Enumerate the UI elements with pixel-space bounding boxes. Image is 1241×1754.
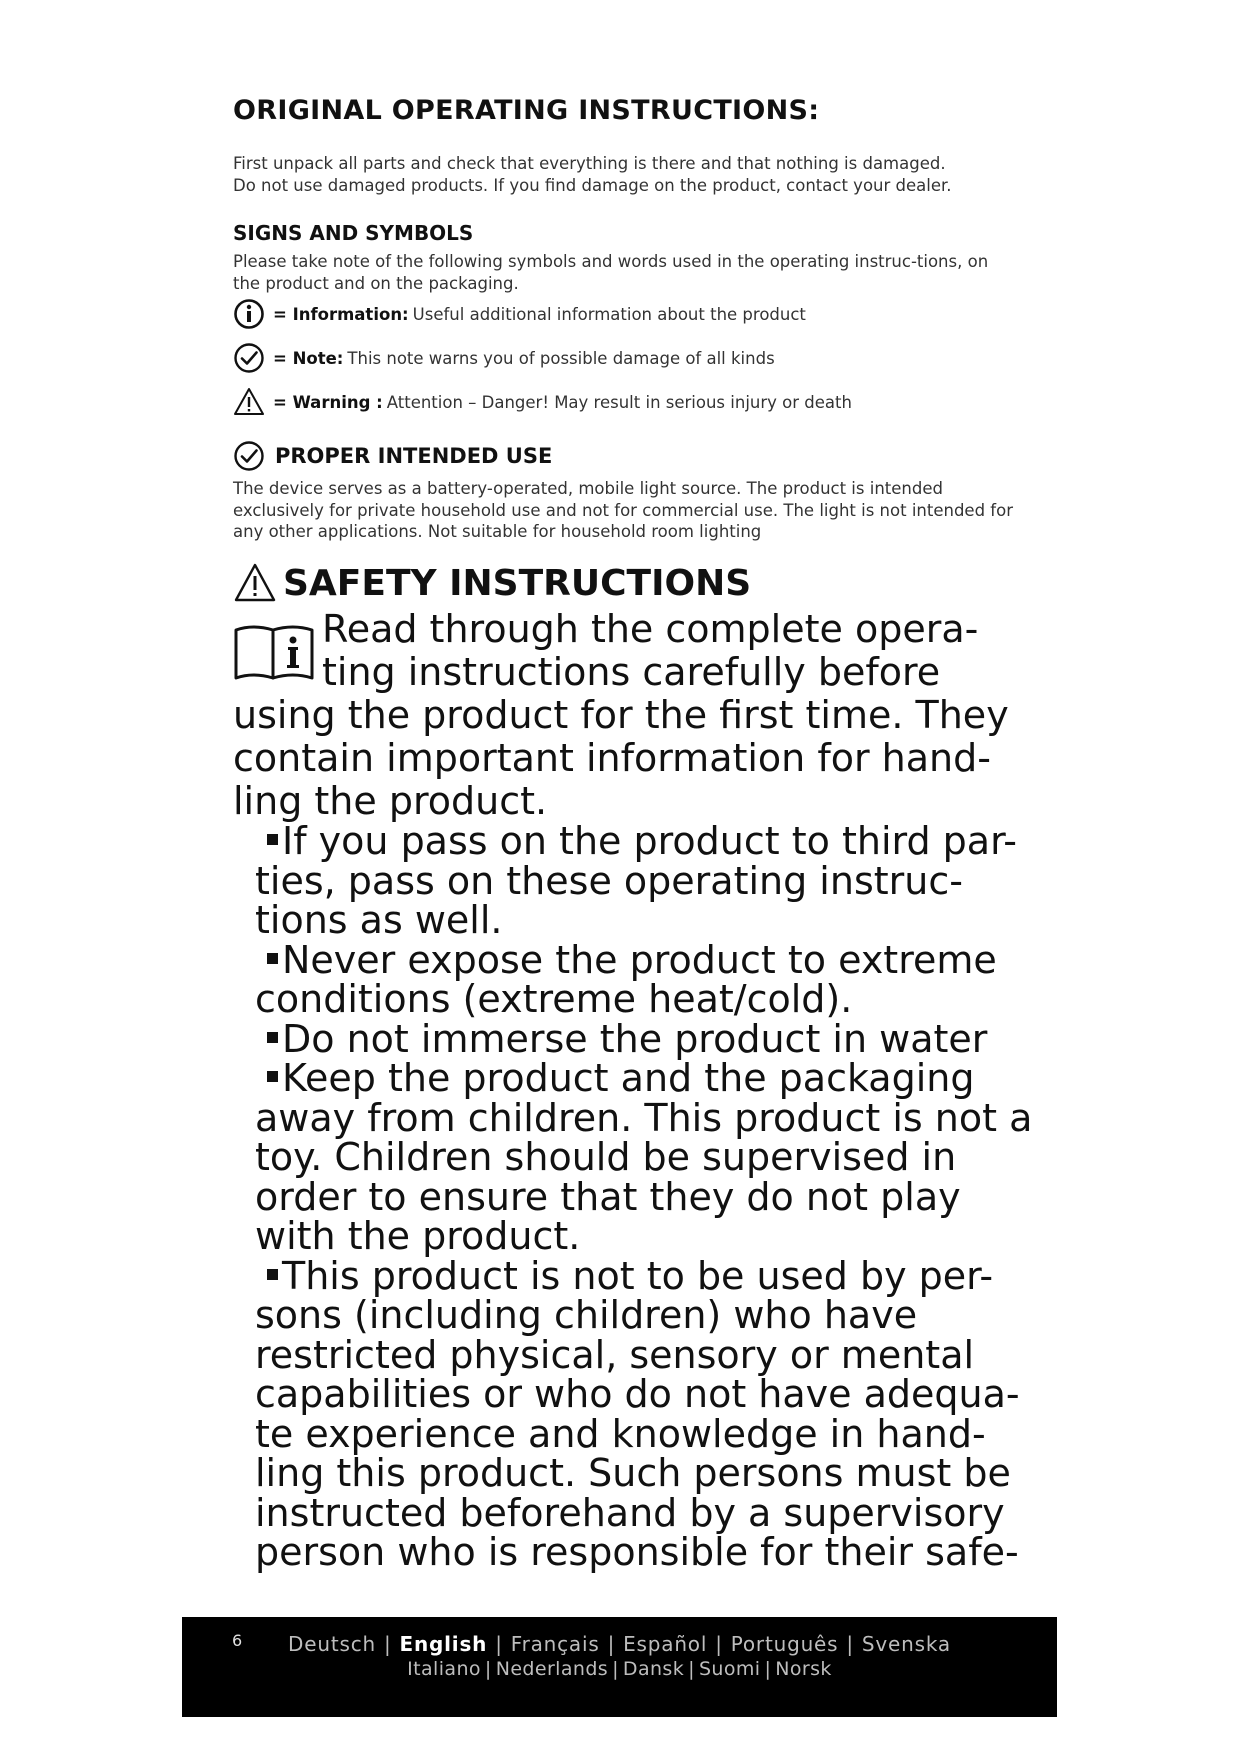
bullet-text: This product is not to be used by per-sons (including children) who have restricted physical, sensory or mental capabilities or who do not have adequa-te experience and knowledge in hand-ling this product. Such persons must be instructed beforehand by a supervisory person who is responsible for their safe- bbox=[255, 1253, 1020, 1574]
language-link-suomi[interactable]: Suomi bbox=[698, 1658, 761, 1680]
language-link-nederlands[interactable]: Nederlands bbox=[495, 1658, 609, 1680]
information-icon bbox=[233, 298, 265, 330]
bullet-square-icon bbox=[267, 1269, 278, 1280]
language-link-deutsch[interactable]: Deutsch bbox=[288, 1632, 376, 1656]
safety-heading-text: SAFETY INSTRUCTIONS bbox=[283, 562, 752, 604]
bullet-text: Keep the product and the packaging away from children. This product is not a toy. Children should be supervised in order to ensure that they do not play with the product. bbox=[255, 1056, 1033, 1258]
bullet-text: Never expose the product to extreme conditions (extreme heat/cold). bbox=[255, 937, 997, 1021]
bullet-square-icon bbox=[267, 834, 278, 845]
symbol-note bbox=[233, 342, 775, 374]
list-item bbox=[255, 1253, 1035, 1574]
language-line-1 bbox=[182, 1632, 1057, 1656]
safety-bullet-list bbox=[255, 819, 1035, 1574]
separator: | bbox=[607, 1632, 616, 1656]
proper-use-heading bbox=[233, 440, 552, 472]
symbol-term: = Warning : bbox=[273, 392, 383, 412]
symbol-warning bbox=[233, 386, 852, 418]
language-link-francais[interactable]: Français bbox=[510, 1632, 600, 1656]
read-instructions-text: Read through the complete opera-ting instructions carefully before bbox=[322, 607, 979, 694]
symbol-desc: Useful additional information about the product bbox=[412, 304, 806, 324]
symbol-term: = Information: bbox=[273, 304, 409, 324]
symbol-term: = Note: bbox=[273, 348, 344, 368]
note-check-icon bbox=[233, 342, 265, 374]
symbol-desc: This note warns you of possible damage of all kinds bbox=[347, 348, 775, 368]
signs-text: Please take note of the following symbols and words used in the operating instruc-tions, on the product and on the packaging. bbox=[233, 252, 989, 293]
language-link-norsk[interactable]: Norsk bbox=[775, 1658, 832, 1680]
bullet-text: If you pass on the product to third par-ties, pass on these operating instruc-tions as well. bbox=[255, 819, 1017, 942]
language-link-english[interactable]: English bbox=[399, 1632, 488, 1656]
separator: | bbox=[715, 1632, 723, 1656]
list-item bbox=[255, 1056, 1035, 1258]
intro-line: First unpack all parts and check that everything is there and that nothing is damaged. bbox=[233, 154, 946, 173]
separator: | bbox=[484, 1658, 492, 1680]
symbol-desc: Attention – Danger! May result in serious injury or death bbox=[386, 392, 852, 412]
bullet-square-icon bbox=[267, 1071, 278, 1082]
warning-triangle-icon bbox=[233, 386, 265, 418]
list-item bbox=[255, 819, 1035, 942]
page-number: 6 bbox=[232, 1631, 243, 1650]
language-link-dansk[interactable]: Dansk bbox=[622, 1658, 685, 1680]
separator: | bbox=[495, 1632, 503, 1656]
list-item bbox=[255, 1016, 1035, 1061]
separator: | bbox=[688, 1658, 695, 1680]
proper-use-text: The device serves as a battery-operated, mobile light source. The product is intended exclusively for private household use and not for commercial use. The light is not intended for any other applications. Not suitable for household room lighting bbox=[233, 479, 1013, 541]
read-instructions-continued: using the product for the first time. They contain important information for hand-ling the product. bbox=[233, 693, 1009, 823]
proper-use-heading-text: PROPER INTENDED USE bbox=[275, 444, 553, 468]
bullet-square-icon bbox=[267, 953, 278, 964]
language-link-espanol[interactable]: Español bbox=[623, 1632, 708, 1656]
page-title: ORIGINAL OPERATING INSTRUCTIONS: bbox=[233, 95, 820, 126]
separator: | bbox=[383, 1632, 392, 1656]
language-footer bbox=[182, 1617, 1057, 1717]
language-line-2 bbox=[182, 1658, 1057, 1680]
note-check-icon bbox=[233, 440, 265, 472]
warning-triangle-icon bbox=[233, 562, 277, 604]
safety-heading bbox=[233, 562, 751, 604]
intro-line: Do not use damaged products. If you find damage on the product, contact your dealer. bbox=[233, 176, 952, 195]
language-link-svenska[interactable]: Svenska bbox=[861, 1632, 951, 1656]
bullet-text: Do not immerse the product in water bbox=[282, 1016, 988, 1061]
intro-text bbox=[233, 153, 1033, 197]
separator: | bbox=[764, 1658, 772, 1680]
language-link-portugues[interactable]: Português bbox=[730, 1632, 839, 1656]
read-manual-icon bbox=[233, 620, 315, 682]
list-item bbox=[255, 937, 1035, 1021]
separator: | bbox=[846, 1632, 854, 1656]
language-link-italiano[interactable]: Italiano bbox=[407, 1658, 481, 1680]
symbol-information bbox=[233, 298, 806, 330]
separator: | bbox=[612, 1658, 619, 1680]
signs-heading: SIGNS AND SYMBOLS bbox=[233, 221, 474, 245]
bullet-square-icon bbox=[267, 1032, 278, 1043]
